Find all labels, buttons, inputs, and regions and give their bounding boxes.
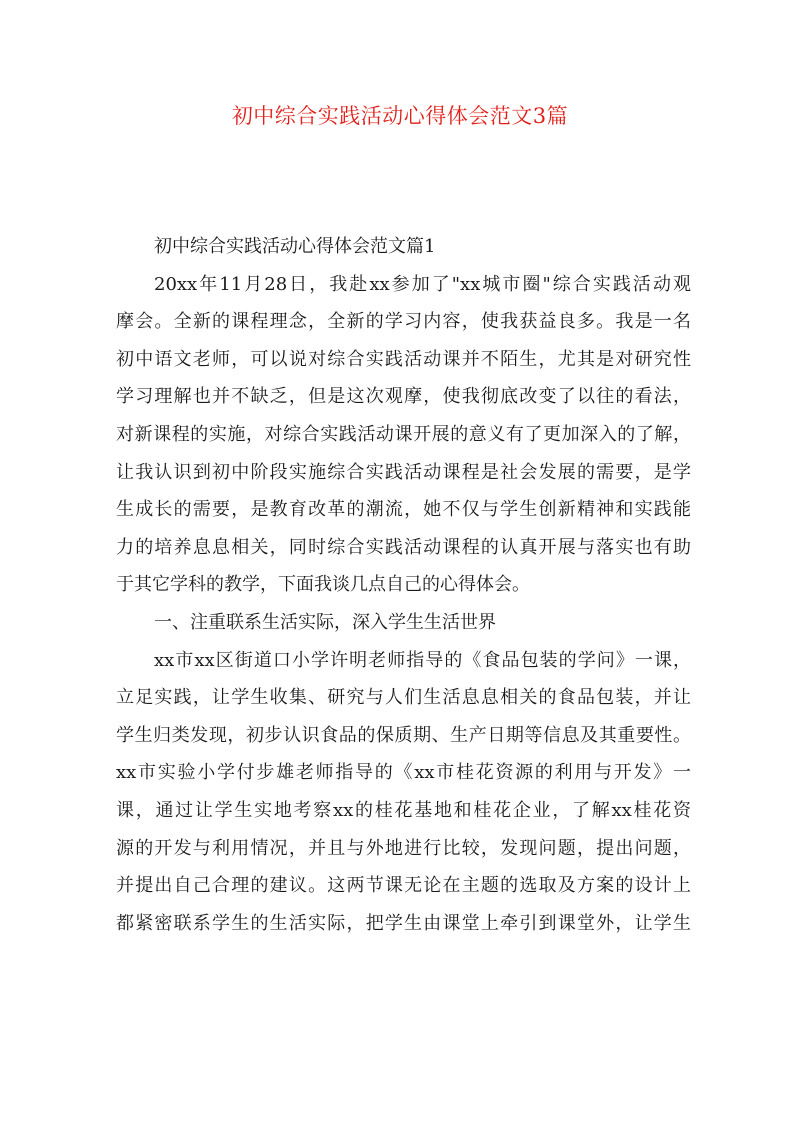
body-line: 课，通过让学生实地考察xx的桂花基地和桂花企业，了解xx桂花资	[116, 799, 691, 821]
body-line: 力的培养息息相关，同时综合实践活动课程的认真开展与落实也有助	[116, 536, 691, 558]
body-line: 立足实践，让学生收集、研究与人们生活息息相关的食品包装，并让	[116, 687, 691, 709]
body-line: 对新课程的实施，对综合实践活动课开展的意义有了更加深入的了解，	[116, 423, 691, 445]
body-line: 让我认识到初中阶段实施综合实践活动课程是社会发展的需要，是学	[116, 461, 691, 483]
body-line: 学习理解也并不缺乏，但是这次观摩，使我彻底改变了以往的看法，	[116, 386, 691, 408]
body-line: 摩会。全新的课程理念，全新的学习内容，使我获益良多。我是一名	[116, 311, 691, 333]
document-title: 初中综合实践活动心得体会范文3篇	[231, 104, 569, 128]
document-body	[116, 228, 691, 942]
body-line: 20xx年11月28日，我赴xx参加了"xx城市圈"综合实践活动观	[154, 273, 691, 295]
body-line: xx市xx区街道口小学许明老师指导的《食品包装的学问》一课，	[154, 649, 691, 671]
body-line: 都紧密联系学生的生活实际，把学生由课堂上牵引到课堂外，让学生	[116, 912, 691, 934]
body-line: 于其它学科的教学，下面我谈几点自己的心得体会。	[116, 574, 530, 596]
body-line: xx市实验小学付步雄老师指导的《xx市桂花资源的利用与开发》一	[116, 762, 691, 784]
body-line: 初中语文老师，可以说对综合实践活动课并不陌生，尤其是对研究性	[116, 348, 691, 370]
body-line: 初中综合实践活动心得体会范文篇1	[154, 236, 436, 257]
body-line: 学生归类发现，初步认识食品的保质期、生产日期等信息及其重要性。	[116, 724, 691, 746]
body-line: 源的开发与利用情况，并且与外地进行比较，发现问题，提出问题，	[116, 837, 691, 859]
body-line: 生成长的需要，是教育改革的潮流，她不仅与学生创新精神和实践能	[116, 499, 691, 521]
body-line: 并提出自己合理的建议。这两节课无论在主题的选取及方案的设计上	[116, 875, 691, 897]
body-line: 一、注重联系生活实际，深入学生生活世界	[154, 611, 496, 633]
